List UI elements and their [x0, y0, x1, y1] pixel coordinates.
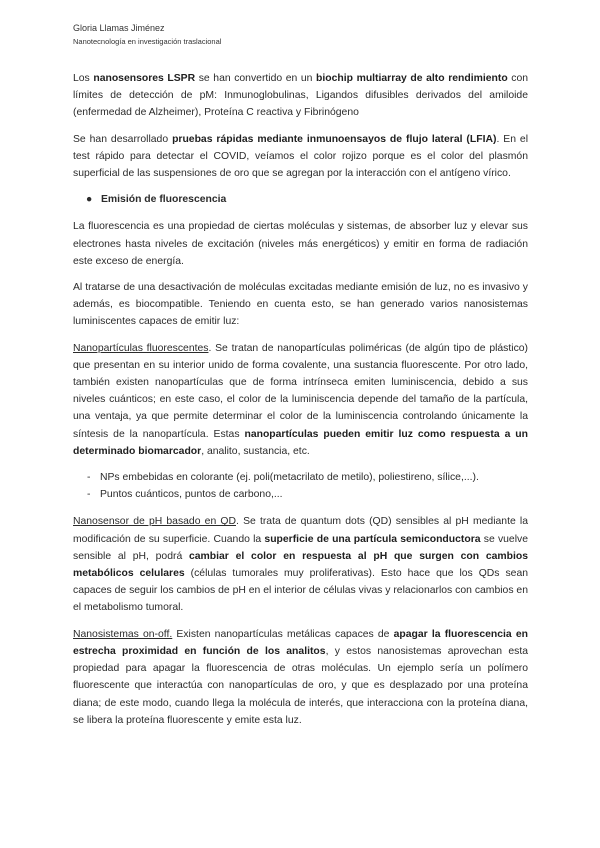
text-run: Los	[73, 73, 94, 84]
text-run: , analito, sustancia, etc.	[201, 445, 310, 457]
text-run: . Se trata de quantum dots (QD) sensibles al pH mediante la modificación de su superficie. Cuando la	[73, 516, 528, 545]
text-run: (células tumorales muy proliferativas). Esto hace que los QDs sean capaces de seguir los cambios de pH en el interior de células vivas y relacionarlos con cambios en el metabolismo tumoral.	[73, 568, 528, 614]
paragraph-luminescent-nanosystems: Al tratarse de una desactivación de moléculas excitadas mediante emisión de luz, no es invasivo y además, es biocompatible. Teniendo en cuenta esto, se han generado varios nanosistemas luminiscentes capaces de emitir luz:	[73, 282, 528, 328]
text-run: se vuelve sensible al pH, podrá	[73, 533, 528, 562]
text-run: Se han desarrollado	[73, 133, 173, 145]
paragraph-fluorescence-definition: La fluorescencia es una propiedad de ciertas moléculas y sistemas, de absorber luz y elevar sus electrones hasta niveles de excitación (niveles más energéticos) y emitir en forma de radiación este exceso de energía.	[73, 221, 528, 267]
section-heading-label: Emisión de fluorescencia	[101, 194, 227, 206]
list-item-text: Puntos cuánticos, puntos de carbono,...	[100, 489, 283, 501]
text-run: . Se tratan de nanopartículas poliméricas (de algún tipo de plástico) que presentan en su interior unido de forma covalente, una sustancia fluorescente. Por otro lado, también existen nanopartículas que de forma intrínseca emiten luminiscencia, debido a sus niveles cuánticos; en este caso, el color de la luminiscencia depende del tamaño de la partícula, una ventaja, ya que permite determinar el color de la luminiscencia controlando únicamente la síntesis de la nanopartícula. Estas	[73, 342, 529, 440]
list-item-text: NPs embebidas en colorante (ej. poli(metacrilato de metilo), poliestireno, sílice,...).	[100, 472, 479, 484]
underlined-term: Nanopartículas fluorescentes	[73, 342, 209, 354]
bold-text: apagar la fluorescencia en estrecha proximidad en función de los analitos	[73, 628, 528, 657]
bold-text: pruebas rápidas mediante inmunoensayos de flujo lateral (LFIA)	[172, 133, 497, 145]
list-item	[73, 469, 528, 486]
bold-text: nanosensores LSPR	[93, 73, 196, 84]
dash-icon: -	[87, 472, 91, 484]
bold-text: superficie de una partícula semiconductora	[264, 533, 481, 545]
paragraph-ph-nanosensor	[73, 513, 528, 616]
document-body	[73, 70, 528, 738]
bold-text: cambiar el color en respuesta al pH que surgen con cambios metabólicos celulares	[73, 550, 528, 580]
paragraph-lspr	[73, 70, 528, 122]
text-run: se han convertido en un	[195, 73, 317, 84]
text-run: , y estos nanosistemas aprovechan esta propiedad para apagar la fluorescencia de otras moléculas. Un ejemplo sería un polímero fluorescente que interactúa con nanopartículas de oro, y que es desplazado por una proteína diana; de este modo, cuando llega la molécula de interés, que interacciona con la proteína diana, se libera la proteína fluorescente y emite esta luz.	[73, 645, 528, 726]
paragraph-on-off-nanosystems	[73, 626, 528, 729]
dash-list	[73, 469, 528, 503]
text-run: . En el test rápido para detectar el COVID, veíamos el color rojizo porque es el color del plasmón superficial de las suspensiones de oro que se agregan por la interacción con el antígeno vírico.	[73, 133, 529, 180]
paragraph-lfia	[73, 131, 528, 183]
paragraph-fluorescent-nanoparticles	[73, 340, 528, 460]
underlined-term: Nanosensor de pH basado en QD	[73, 516, 236, 528]
underlined-term: Nanosistemas on-off.	[73, 628, 173, 640]
author-name: Gloria Llamas Jiménez	[73, 23, 165, 33]
bold-text: biochip multiarray de alto rendimiento	[316, 73, 508, 84]
text-run: Existen nanopartículas metálicas capaces de	[172, 628, 394, 640]
course-subtitle: Nanotecnología en investigación traslacional	[73, 37, 222, 46]
bold-text: nanopartículas pueden emitir luz como respuesta a un determinado biomarcador	[73, 428, 529, 457]
dash-icon: -	[87, 489, 91, 501]
list-item	[73, 486, 528, 503]
text-run: con límites de detección de pM: Inmunoglobulinas, Ligandos difusibles derivados del amiloide (enfermedad de Alzheimer), Proteína C reactiva y Fibrinógeno	[73, 73, 529, 119]
page-header	[73, 22, 221, 48]
section-heading-fluorescence	[73, 191, 528, 208]
bullet-icon: ●	[86, 194, 93, 206]
